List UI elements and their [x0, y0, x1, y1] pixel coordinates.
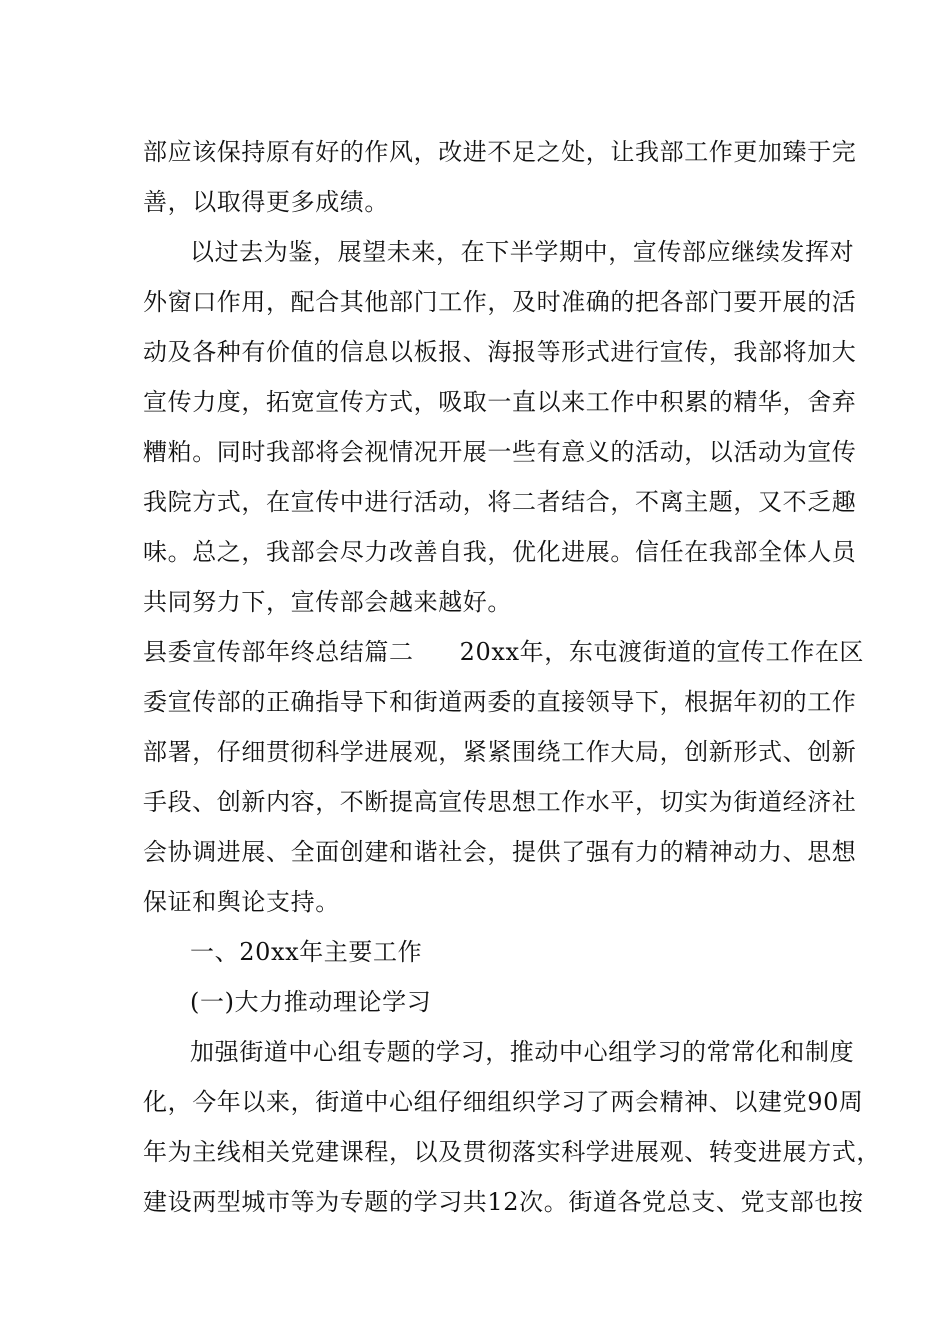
text-line: 糟粕。同时我部将会视情况开展一些有意义的活动，以活动为宣传 [143, 438, 857, 466]
text-line: 年为主线相关党建课程，以及贯彻落实科学进展观、转变进展方式， [143, 1138, 881, 1166]
text-line: 手段、创新内容，不断提高宣传思想工作水平，切实为街道经济社 [143, 788, 857, 816]
text-line: 外窗口作用，配合其他部门工作，及时准确的把各部门要开展的活 [143, 288, 857, 316]
text-line: 部署，仔细贯彻科学进展观，紧紧围绕工作大局，创新形式、创新 [143, 738, 857, 766]
subheading: 一、20xx年主要工作 [190, 938, 423, 966]
section-heading-line [143, 637, 864, 667]
section-title: 县委宣传部年终总结篇二 [143, 638, 414, 666]
text-line: 会协调进展、全面创建和谐社会，提供了强有力的精神动力、思想 [143, 838, 857, 866]
text-line: 共同努力下，宣传部会越来越好。 [143, 588, 512, 616]
text-line: 宣传力度，拓宽宣传方式，吸取一直以来工作中积累的精华，舍弃 [143, 388, 857, 416]
text-line: 加强街道中心组专题的学习，推动中心组学习的常常化和制度 [190, 1038, 855, 1066]
text-line: 以过去为鉴，展望未来，在下半学期中，宣传部应继续发挥对 [190, 238, 855, 266]
section-opening: 20xx年，东屯渡街道的宣传工作在区 [459, 638, 865, 666]
text-line: 善，以取得更多成绩。 [143, 188, 389, 216]
text-line: 味。总之，我部会尽力改善自我，优化进展。信任在我部全体人员 [143, 538, 857, 566]
text-line: 化，今年以来，街道中心组仔细组织学习了两会精神、以建党90周 [143, 1088, 864, 1116]
text-line: 建设两型城市等为专题的学习共12次。街道各党总支、党支部也按 [143, 1188, 864, 1216]
text-line: 保证和舆论支持。 [143, 888, 340, 916]
text-line: 动及各种有价值的信息以板报、海报等形式进行宣传，我部将加大 [143, 338, 857, 366]
subheading: (一)大力推动理论学习 [190, 988, 432, 1016]
text-line: 委宣传部的正确指导下和街道两委的直接领导下，根据年初的工作 [143, 688, 857, 716]
text-line: 我院方式，在宣传中进行活动，将二者结合，不离主题，又不乏趣 [143, 488, 857, 516]
text-line: 部应该保持原有好的作风，改进不足之处，让我部工作更加臻于完 [143, 138, 857, 166]
